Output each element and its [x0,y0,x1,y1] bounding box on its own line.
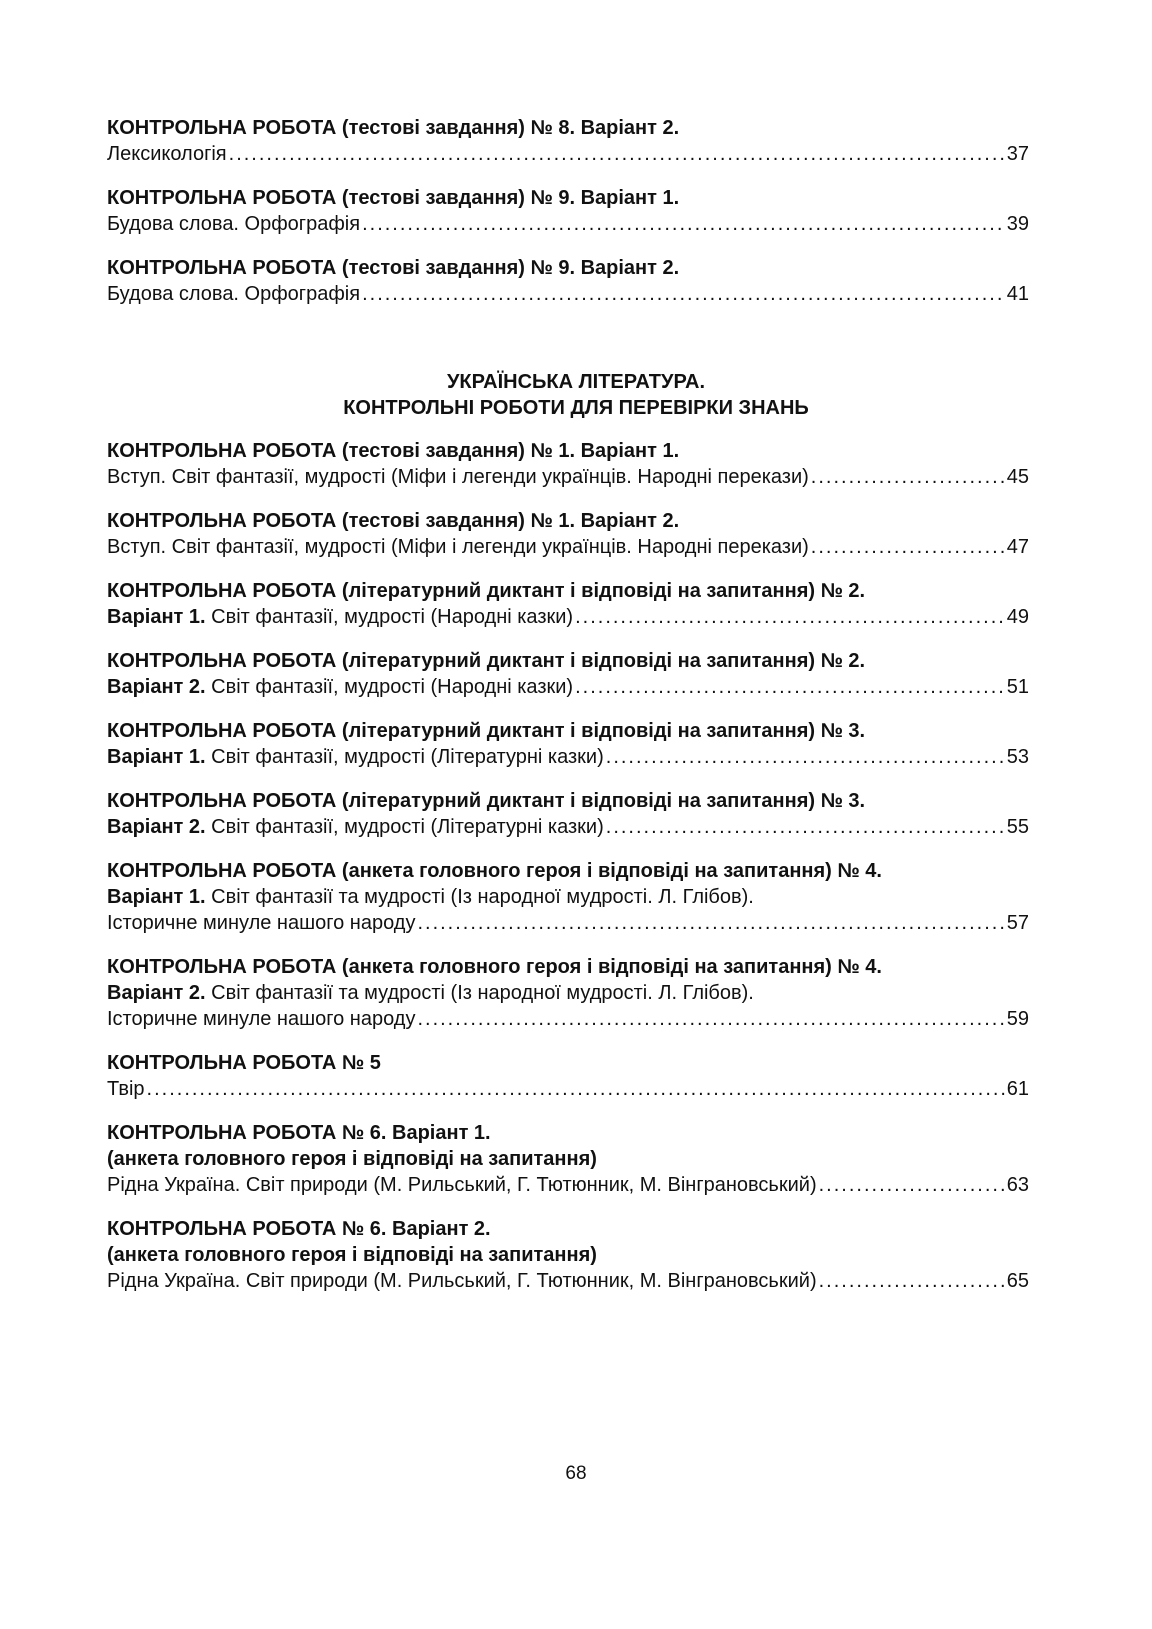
entry-variant: Варіант 2. [107,816,206,838]
entry-subtitle-line [107,884,1029,910]
toc-entry [107,1216,1029,1294]
entry-subtitle: Світ фантазії та мудрості (Із народної мудрості. Л. Глібов). [211,886,754,908]
entry-title: Рідна Україна. Світ природи (М. Рильський, Г. Тютюнник, М. Вінграновський) [107,1174,817,1196]
entry-page-number: 39 [1006,213,1029,235]
entry-line [107,211,1029,237]
dot-leader [229,141,1005,167]
entry-line [107,1172,1029,1198]
entry-page-number: 51 [1006,676,1029,698]
toc-entry [107,578,1029,630]
entry-variant: Варіант 2. [107,676,206,698]
entry-line [107,464,1029,490]
dot-leader [147,1076,1005,1102]
toc-entry [107,1120,1029,1198]
entry-page-number: 57 [1006,912,1029,934]
entry-line [107,910,1029,936]
entry-variant: Варіант 1. [107,886,206,908]
entry-page-number: 53 [1006,746,1029,768]
section-heading [0,369,1152,421]
entry-subtitle-line [107,980,1029,1006]
entry-heading: КОНТРОЛЬНА РОБОТА (літературний диктант і відповіді на запитання) № 2. [107,650,866,672]
entry-page-number: 37 [1006,143,1029,165]
entry-heading: КОНТРОЛЬНА РОБОТА (літературний диктант і відповіді на запитання) № 2. [107,580,866,602]
entry-page-number: 61 [1006,1078,1029,1100]
entry-heading: КОНТРОЛЬНА РОБОТА (тестові завдання) № 1. Варіант 1. [107,440,680,462]
entry-title: Рідна Україна. Світ природи (М. Рильський, Г. Тютюнник, М. Вінграновський) [107,1270,817,1292]
dot-leader [606,744,1005,770]
entry-line [107,534,1029,560]
section-heading-line-2: КОНТРОЛЬНІ РОБОТИ ДЛЯ ПЕРЕВІРКИ ЗНАНЬ [343,397,809,419]
dot-leader [575,604,1005,630]
entry-title: Вступ. Світ фантазії, мудрості (Міфи і легенди українців. Народні перекази) [107,466,809,488]
entry-page-number: 49 [1006,606,1029,628]
entry-line [107,604,1029,630]
entry-page-number: 65 [1006,1270,1029,1292]
entry-heading-2: (анкета головного героя і відповіді на запитання) [107,1244,597,1266]
entry-title: Історичне минуле нашого народу [107,912,416,934]
dot-leader [811,534,1005,560]
toc-entry [107,438,1029,490]
entry-heading: КОНТРОЛЬНА РОБОТА (літературний диктант і відповіді на запитання) № 3. [107,790,866,812]
entry-line [107,814,1029,840]
dot-leader [819,1172,1005,1198]
entry-line [107,141,1029,167]
entry-heading-2: (анкета головного героя і відповіді на запитання) [107,1148,597,1170]
toc-entry [107,1050,1029,1102]
toc-entry [107,788,1029,840]
toc-entry [107,954,1029,1032]
entry-heading: КОНТРОЛЬНА РОБОТА № 6. Варіант 1. [107,1122,491,1144]
toc-entry [107,115,1029,167]
entry-line [107,744,1029,770]
dot-leader [575,674,1005,700]
dot-leader [417,1006,1004,1032]
toc-entry [107,255,1029,307]
entry-line [107,281,1029,307]
entry-page-number: 59 [1006,1008,1029,1030]
dot-leader [362,281,1005,307]
toc-entry [107,508,1029,560]
entry-page-number: 63 [1006,1174,1029,1196]
dot-leader [606,814,1005,840]
toc-entry [107,718,1029,770]
entry-variant: Варіант 1. [107,606,206,628]
entry-title: Будова слова. Орфографія [107,213,361,235]
entry-line [107,1268,1029,1294]
entry-heading: КОНТРОЛЬНА РОБОТА № 5 [107,1052,381,1074]
entry-title: Світ фантазії, мудрості (Літературні казки) [211,746,604,768]
dot-leader [417,910,1004,936]
entry-title: Світ фантазії, мудрості (Народні казки) [211,606,574,628]
entry-heading: КОНТРОЛЬНА РОБОТА № 6. Варіант 2. [107,1218,491,1240]
entry-heading: КОНТРОЛЬНА РОБОТА (тестові завдання) № 9. Варіант 1. [107,187,680,209]
entry-line [107,1076,1029,1102]
toc-entry [107,648,1029,700]
entry-page-number: 55 [1006,816,1029,838]
entry-heading: КОНТРОЛЬНА РОБОТА (тестові завдання) № 1. Варіант 2. [107,510,680,532]
entry-page-number: 45 [1006,466,1029,488]
entry-title: Вступ. Світ фантазії, мудрості (Міфи і легенди українців. Народні перекази) [107,536,809,558]
page-number: 68 [565,1463,587,1484]
entry-variant: Варіант 1. [107,746,206,768]
toc-entry [107,185,1029,237]
entry-page-number: 41 [1006,283,1029,305]
entry-heading: КОНТРОЛЬНА РОБОТА (тестові завдання) № 8. Варіант 2. [107,117,680,139]
toc-literature-section [107,438,1029,1294]
entry-heading: КОНТРОЛЬНА РОБОТА (літературний диктант і відповіді на запитання) № 3. [107,720,866,742]
entry-heading: КОНТРОЛЬНА РОБОТА (тестові завдання) № 9. Варіант 2. [107,257,680,279]
entry-heading: КОНТРОЛЬНА РОБОТА (анкета головного героя і відповіді на запитання) № 4. [107,860,882,882]
entry-heading: КОНТРОЛЬНА РОБОТА (анкета головного героя і відповіді на запитання) № 4. [107,956,882,978]
dot-leader [819,1268,1005,1294]
entry-title: Твір [107,1078,145,1100]
entry-line [107,674,1029,700]
entry-line [107,1006,1029,1032]
toc-language-section [107,115,1029,307]
toc-entry [107,858,1029,936]
entry-subtitle: Світ фантазії та мудрості (Із народної мудрості. Л. Глібов). [211,982,754,1004]
entry-variant: Варіант 2. [107,982,206,1004]
entry-page-number: 47 [1006,536,1029,558]
section-heading-line-1: УКРАЇНСЬКА ЛІТЕРАТУРА. [446,371,706,393]
entry-title: Світ фантазії, мудрості (Народні казки) [211,676,574,698]
dot-leader [811,464,1005,490]
entry-title: Будова слова. Орфографія [107,283,361,305]
entry-title: Світ фантазії, мудрості (Літературні казки) [211,816,604,838]
dot-leader [362,211,1005,237]
entry-title: Історичне минуле нашого народу [107,1008,416,1030]
entry-title: Лексикологія [107,143,227,165]
